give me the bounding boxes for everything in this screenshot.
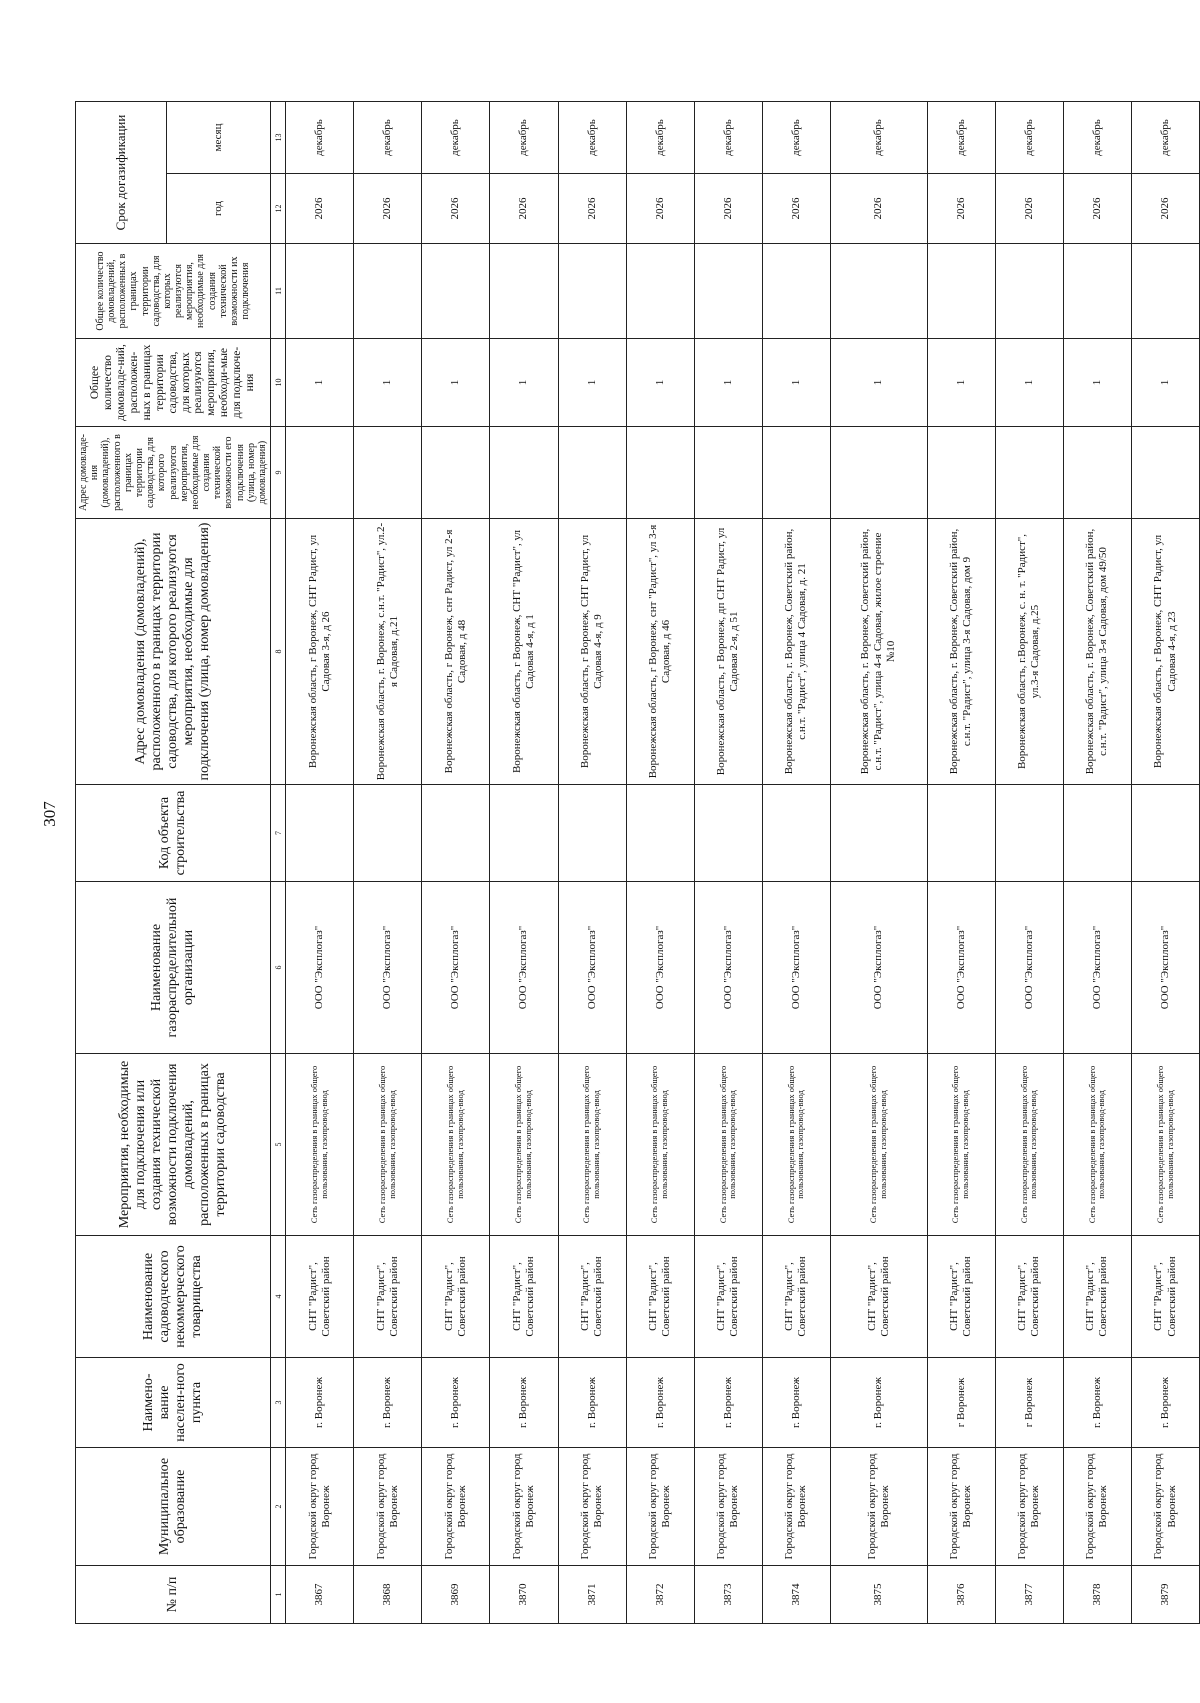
column-number: 13 <box>271 102 286 174</box>
header-municipality: Муниципальное образование <box>76 1448 271 1566</box>
row-event: Сеть газораспределения в границах общего пользования, газопровод-ввод <box>626 1054 694 1236</box>
column-number: 10 <box>271 339 286 427</box>
row-count-technical <box>694 244 762 339</box>
row-year: 2026 <box>558 174 626 244</box>
row-settlement: г. Воронеж <box>1063 1358 1131 1448</box>
row-year: 2026 <box>354 174 422 244</box>
row-year: 2026 <box>995 174 1063 244</box>
row-settlement: г. Воронеж <box>490 1358 558 1448</box>
header-month: месяц <box>167 102 271 174</box>
row-gas-organization: ООО "Эксплогаз" <box>558 882 626 1054</box>
row-count-technical <box>762 244 830 339</box>
row-number: 3875 <box>830 1566 927 1624</box>
row-event: Сеть газораспределения в границах общего пользования, газопровод-ввод <box>1063 1054 1131 1236</box>
header-count-technical: Общее количество домовладений, расположенных в границах территории садоводства, для которых реализуются мероприятия, необходимые для создания технической возможности их подключения <box>76 244 271 339</box>
table-row <box>490 102 558 1624</box>
row-address-technical <box>286 427 354 519</box>
row-object-code <box>1131 785 1199 882</box>
row-address-technical <box>490 427 558 519</box>
row-number: 3874 <box>762 1566 830 1624</box>
row-object-code <box>694 785 762 882</box>
row-count: 1 <box>694 339 762 427</box>
row-number: 3869 <box>422 1566 490 1624</box>
row-object-code <box>626 785 694 882</box>
row-month: декабрь <box>286 102 354 174</box>
table-row <box>927 102 995 1624</box>
row-count-technical <box>354 244 422 339</box>
row-event: Сеть газораспределения в границах общего пользования, газопровод-ввод <box>995 1054 1063 1236</box>
row-count: 1 <box>354 339 422 427</box>
row-year: 2026 <box>1063 174 1131 244</box>
column-number: 3 <box>271 1358 286 1448</box>
row-address-technical <box>694 427 762 519</box>
row-gas-organization: ООО "Эксплогаз" <box>490 882 558 1054</box>
row-settlement: г. Воронеж <box>762 1358 830 1448</box>
row-snt-name: СНТ "Радист", Советский район <box>762 1236 830 1358</box>
column-numbers-row <box>271 102 286 1624</box>
row-address: Воронежская область, г Воронеж, СНТ Радист, ул Садовая 4-я, д 23 <box>1131 519 1199 785</box>
row-municipality: Городской округ город Воронеж <box>1131 1448 1199 1566</box>
row-number: 3878 <box>1063 1566 1131 1624</box>
row-event: Сеть газораспределения в границах общего пользования, газопровод-ввод <box>490 1054 558 1236</box>
row-year: 2026 <box>422 174 490 244</box>
row-month: декабрь <box>354 102 422 174</box>
row-event: Сеть газораспределения в границах общего пользования, газопровод-ввод <box>558 1054 626 1236</box>
row-month: декабрь <box>694 102 762 174</box>
table-row <box>1131 102 1199 1624</box>
row-settlement: г. Воронеж <box>422 1358 490 1448</box>
row-address-technical <box>830 427 927 519</box>
row-count: 1 <box>490 339 558 427</box>
row-event: Сеть газораспределения в границах общего пользования, газопровод-ввод <box>927 1054 995 1236</box>
row-settlement: г. Воронеж <box>558 1358 626 1448</box>
row-event: Сеть газораспределения в границах общего пользования, газопровод-ввод <box>762 1054 830 1236</box>
column-number: 4 <box>271 1236 286 1358</box>
row-snt-name: СНТ "Радист", Советский район <box>1131 1236 1199 1358</box>
row-object-code <box>830 785 927 882</box>
row-count: 1 <box>830 339 927 427</box>
row-event: Сеть газораспределения в границах общего пользования, газопровод-ввод <box>1131 1054 1199 1236</box>
row-count-technical <box>995 244 1063 339</box>
row-count-technical <box>830 244 927 339</box>
row-number: 3868 <box>354 1566 422 1624</box>
row-event: Сеть газораспределения в границах общего пользования, газопровод-ввод <box>354 1054 422 1236</box>
row-month: декабрь <box>762 102 830 174</box>
row-year: 2026 <box>626 174 694 244</box>
row-event: Сеть газораспределения в границах общего пользования, газопровод-ввод <box>694 1054 762 1236</box>
row-year: 2026 <box>762 174 830 244</box>
header-count-connection: Общее количество домовладе-ний, расположен-ных в границах территории садоводства, для которых реализуются мероприятия, необходи-мые для подключе-ния <box>76 339 271 427</box>
row-number: 3867 <box>286 1566 354 1624</box>
row-municipality: Городской округ город Воронеж <box>626 1448 694 1566</box>
row-address: Воронежская область, г. Воронеж, с.н.т. "Радист", ул.2-я Садовая, д.21 <box>354 519 422 785</box>
table-row <box>762 102 830 1624</box>
row-address: Воронежская область, г. Воронеж, Советский район, с.н.т. "Радист", улица 4-я Садовая, жилое строение №10 <box>830 519 927 785</box>
row-month: декабрь <box>558 102 626 174</box>
row-address: Воронежская область, г. Воронеж, Советский район, с.н.т. "Радист", улица 3-я Садовая, дом 49/50 <box>1063 519 1131 785</box>
gasification-table <box>75 101 1200 1624</box>
row-address: Воронежская область, г Воронеж, снт Радист, ул 2-я Садовая, д 48 <box>422 519 490 785</box>
row-count: 1 <box>995 339 1063 427</box>
header-snt-name: Наименование садоводческого некоммерческого товарищества <box>76 1236 271 1358</box>
row-gas-organization: ООО "Эксплогаз" <box>1131 882 1199 1054</box>
table-row <box>694 102 762 1624</box>
row-settlement: г Воронеж <box>995 1358 1063 1448</box>
row-object-code <box>354 785 422 882</box>
row-address: Воронежская область, г Воронеж, дп СНТ Радист, ул Садовая 2-я, д 51 <box>694 519 762 785</box>
column-number: 9 <box>271 427 286 519</box>
row-count-technical <box>490 244 558 339</box>
column-number: 11 <box>271 244 286 339</box>
row-count-technical <box>626 244 694 339</box>
row-settlement: г. Воронеж <box>626 1358 694 1448</box>
row-snt-name: СНТ "Радист", Советский район <box>286 1236 354 1358</box>
row-year: 2026 <box>694 174 762 244</box>
header-events: Мероприятия, необходимые для подключения или создания технической возможности подключения домовладений, расположенных в границах территории садоводства <box>76 1054 271 1236</box>
row-object-code <box>422 785 490 882</box>
row-object-code <box>490 785 558 882</box>
row-snt-name: СНТ "Радист", Советский район <box>1063 1236 1131 1358</box>
table-row <box>830 102 927 1624</box>
header-gas-organization: Наименование газораспределительной организации <box>76 882 271 1054</box>
row-municipality: Городской округ город Воронеж <box>558 1448 626 1566</box>
row-month: декабрь <box>422 102 490 174</box>
row-municipality: Городской округ город Воронеж <box>422 1448 490 1566</box>
row-number: 3870 <box>490 1566 558 1624</box>
header-number: № п/п <box>76 1566 271 1624</box>
row-year: 2026 <box>1131 174 1199 244</box>
row-snt-name: СНТ "Радист", Советский район <box>558 1236 626 1358</box>
row-address: Воронежская область, г.Воронеж, с. н. т. "Радист", ул.3-я Садовая, д.25 <box>995 519 1063 785</box>
row-gas-organization: ООО "Эксплогаз" <box>927 882 995 1054</box>
row-object-code <box>995 785 1063 882</box>
header-settlement: Наимено-вание населен-ного пункта <box>76 1358 271 1448</box>
row-address-technical <box>558 427 626 519</box>
column-number: 1 <box>271 1566 286 1624</box>
row-object-code <box>558 785 626 882</box>
row-month: декабрь <box>927 102 995 174</box>
row-object-code <box>762 785 830 882</box>
row-number: 3872 <box>626 1566 694 1624</box>
column-number: 5 <box>271 1054 286 1236</box>
document-table-wrapper <box>75 102 1193 1624</box>
column-number: 8 <box>271 519 286 785</box>
row-month: декабрь <box>1063 102 1131 174</box>
row-municipality: Городской округ город Воронеж <box>1063 1448 1131 1566</box>
row-settlement: г. Воронеж <box>354 1358 422 1448</box>
row-count: 1 <box>927 339 995 427</box>
row-count-technical <box>286 244 354 339</box>
header-address-connection: Адрес домовладения (домовладений), расположенного в границах территории садоводства, для которого реализуются мероприятия, необходимые для подключения (улица, номер домовладения) <box>76 519 271 785</box>
row-municipality: Городской округ город Воронеж <box>830 1448 927 1566</box>
row-snt-name: СНТ "Радист", Советский район <box>626 1236 694 1358</box>
row-settlement: г. Воронеж <box>694 1358 762 1448</box>
row-snt-name: СНТ "Радист", Советский район <box>995 1236 1063 1358</box>
row-settlement: г. Воронеж <box>830 1358 927 1448</box>
row-count: 1 <box>422 339 490 427</box>
row-object-code <box>1063 785 1131 882</box>
row-snt-name: СНТ "Радист", Советский район <box>927 1236 995 1358</box>
row-municipality: Городской округ город Воронеж <box>354 1448 422 1566</box>
page-number: 307 <box>40 801 59 827</box>
table-row <box>1063 102 1131 1624</box>
row-settlement: г. Воронеж <box>1131 1358 1199 1448</box>
row-address-technical <box>762 427 830 519</box>
table-row <box>995 102 1063 1624</box>
row-gas-organization: ООО "Эксплогаз" <box>995 882 1063 1054</box>
row-snt-name: СНТ "Радист", Советский район <box>354 1236 422 1358</box>
row-municipality: Городской округ город Воронеж <box>995 1448 1063 1566</box>
column-number: 2 <box>271 1448 286 1566</box>
table-row <box>354 102 422 1624</box>
header-address-technical: Адрес домовладе-ния (домовладений), расположенного в границах территории садоводства, для которого реализуются мероприятия, необходимые для создания технической возможности его подключения (улица, номер домовладения) <box>76 427 271 519</box>
row-count: 1 <box>1063 339 1131 427</box>
header-year: год <box>167 174 271 244</box>
row-gas-organization: ООО "Эксплогаз" <box>354 882 422 1054</box>
row-settlement: г. Воронеж <box>286 1358 354 1448</box>
column-number: 7 <box>271 785 286 882</box>
row-gas-organization: ООО "Эксплогаз" <box>422 882 490 1054</box>
table-row <box>558 102 626 1624</box>
row-gas-organization: ООО "Эксплогаз" <box>830 882 927 1054</box>
row-gas-organization: ООО "Эксплогаз" <box>1063 882 1131 1054</box>
row-gas-organization: ООО "Эксплогаз" <box>286 882 354 1054</box>
row-month: декабрь <box>830 102 927 174</box>
row-settlement: г Воронеж <box>927 1358 995 1448</box>
row-number: 3877 <box>995 1566 1063 1624</box>
row-month: декабрь <box>1131 102 1199 174</box>
row-count-technical <box>927 244 995 339</box>
row-municipality: Городской округ город Воронеж <box>490 1448 558 1566</box>
row-event: Сеть газораспределения в границах общего пользования, газопровод-ввод <box>286 1054 354 1236</box>
row-address: Воронежская область, г. Воронеж, Советский район, с.н.т. "Радист", улица 4 Садовая, д. 21 <box>762 519 830 785</box>
row-number: 3871 <box>558 1566 626 1624</box>
row-address-technical <box>927 427 995 519</box>
row-year: 2026 <box>490 174 558 244</box>
row-object-code <box>927 785 995 882</box>
row-year: 2026 <box>830 174 927 244</box>
row-count: 1 <box>286 339 354 427</box>
row-address-technical <box>626 427 694 519</box>
table-row <box>286 102 354 1624</box>
row-year: 2026 <box>927 174 995 244</box>
row-municipality: Городской округ город Воронеж <box>927 1448 995 1566</box>
column-number: 6 <box>271 882 286 1054</box>
row-count-technical <box>1063 244 1131 339</box>
row-month: декабрь <box>626 102 694 174</box>
row-gas-organization: ООО "Эксплогаз" <box>626 882 694 1054</box>
row-address: Воронежская область, г Воронеж, СНТ Радист, ул Садовая 4-я, д 9 <box>558 519 626 785</box>
row-address: Воронежская область, г Воронеж, СНТ Радист, ул Садовая 3-я, д 26 <box>286 519 354 785</box>
row-month: декабрь <box>995 102 1063 174</box>
row-year: 2026 <box>286 174 354 244</box>
table-body <box>286 102 1200 1624</box>
header-row-1 <box>76 102 167 1624</box>
table-row <box>422 102 490 1624</box>
row-address-technical <box>354 427 422 519</box>
row-count-technical <box>558 244 626 339</box>
row-count-technical <box>422 244 490 339</box>
row-address: Воронежская область, г. Воронеж, Советский район, с.н.т. "Радист", улица 3-я Садовая, дом 9 <box>927 519 995 785</box>
row-snt-name: СНТ "Радист", Советский район <box>490 1236 558 1358</box>
row-count-technical <box>1131 244 1199 339</box>
row-gas-organization: ООО "Эксплогаз" <box>694 882 762 1054</box>
table-row <box>626 102 694 1624</box>
row-address: Воронежская область, г Воронеж, снт "Радист", ул 3-я Садовая, д 46 <box>626 519 694 785</box>
row-count: 1 <box>762 339 830 427</box>
header-deadline-group: Срок догазификации <box>76 102 167 244</box>
row-gas-organization: ООО "Эксплогаз" <box>762 882 830 1054</box>
row-event: Сеть газораспределения в границах общего пользования, газопровод-ввод <box>830 1054 927 1236</box>
row-snt-name: СНТ "Радист", Советский район <box>694 1236 762 1358</box>
row-number: 3873 <box>694 1566 762 1624</box>
row-number: 3879 <box>1131 1566 1199 1624</box>
row-snt-name: СНТ "Радист", Советский район <box>422 1236 490 1358</box>
row-month: декабрь <box>490 102 558 174</box>
row-address: Воронежская область, г Воронеж, СНТ "Радист", ул Садовая 4-я, д 1 <box>490 519 558 785</box>
row-address-technical <box>1063 427 1131 519</box>
row-object-code <box>286 785 354 882</box>
row-count: 1 <box>558 339 626 427</box>
row-municipality: Городской округ город Воронеж <box>694 1448 762 1566</box>
row-municipality: Городской округ город Воронеж <box>762 1448 830 1566</box>
row-event: Сеть газораспределения в границах общего пользования, газопровод-ввод <box>422 1054 490 1236</box>
row-count: 1 <box>1131 339 1199 427</box>
row-count: 1 <box>626 339 694 427</box>
header-object-code: Код объекта строительства <box>76 785 271 882</box>
column-number: 12 <box>271 174 286 244</box>
row-address-technical <box>422 427 490 519</box>
row-address-technical <box>995 427 1063 519</box>
row-number: 3876 <box>927 1566 995 1624</box>
row-snt-name: СНТ "Радист", Советский район <box>830 1236 927 1358</box>
row-address-technical <box>1131 427 1199 519</box>
row-municipality: Городской округ город Воронеж <box>286 1448 354 1566</box>
